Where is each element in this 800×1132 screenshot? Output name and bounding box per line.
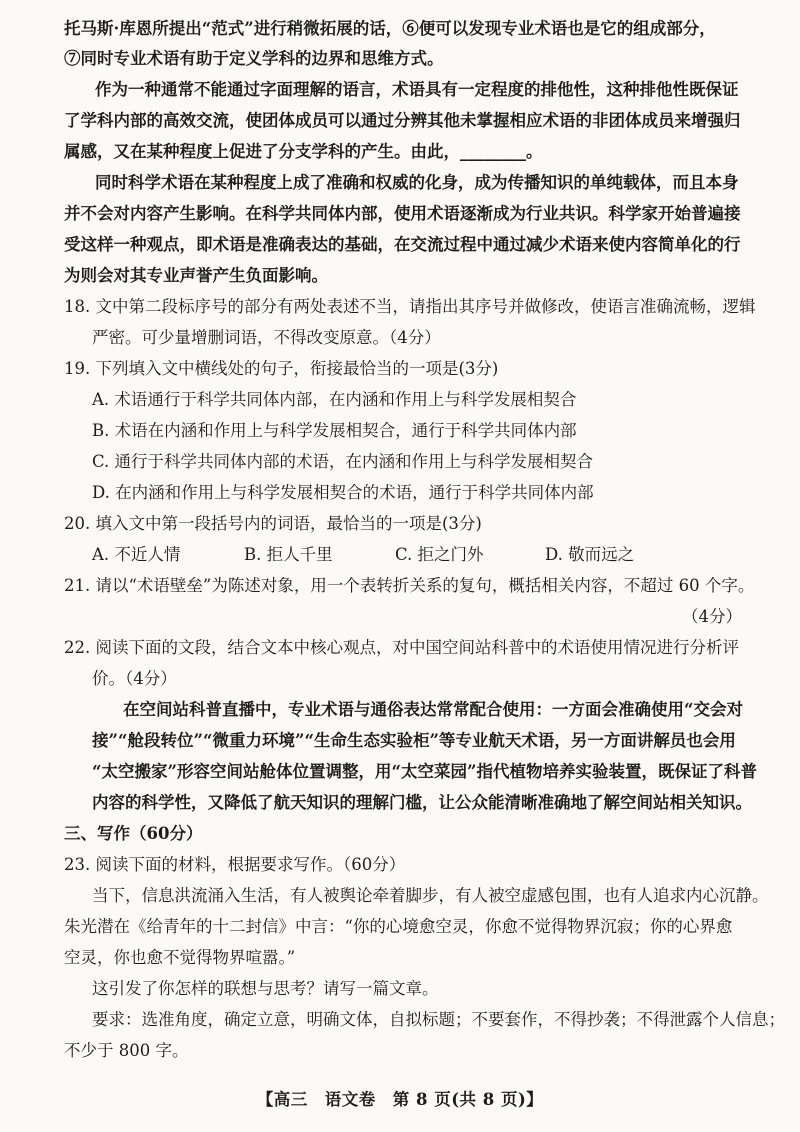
q23-stem: 23. 阅读下面的材料，根据要求写作。（60分）: [64, 855, 406, 874]
q22-material-line2: 接”“舱段转位”“微重力环境”“生命生态实验柜”等专业航天术语，另一方面讲解员也会用: [92, 731, 736, 750]
q23-material-line3: 空灵，你也愈不觉得物界喧嚣。”: [64, 948, 296, 967]
q22-material-line4: 内容的科学性，又降低了航天知识的理解门槛，让公众能清晰准确地了解空间站相关知识。: [92, 793, 752, 812]
q22-material-line1: 在空间站科普直播中，专业术语与通俗表达常常配合使用：一方面会准确使用“交会对: [123, 700, 743, 719]
q19-option-b: B. 术语在内涵和作用上与科学发展相契合，通行于科学共同体内部: [92, 421, 577, 440]
passage-p2-line1: 作为一种通常不能通过字面理解的语言，术语具有一定程度的排他性，这种排他性既保证: [95, 80, 739, 99]
q23-requirements-line1: 要求：选准角度，确定立意，明确文体，自拟标题；不要套作，不得抄袭；不得泄露个人信息；: [92, 1010, 785, 1029]
q22-stem-line1: 22. 阅读下面的文段，结合文本中核心观点，对中国空间站科普中的术语使用情况进行分析评: [64, 638, 739, 657]
q22-material-line3: “太空搬家”形容空间站舱体位置调整，用“太空菜园”指代植物培养实验装置，既保证了科普: [92, 762, 757, 781]
passage-p3-line3: 受这样一种观点，即术语是准确表达的基础，在交流过程中通过减少术语来使内容简单化的行: [64, 235, 741, 254]
q21-stem: 21. 请以“术语壁垒”为陈述对象，用一个表转折关系的复句，概括相关内容，不超过 60 个字。: [64, 576, 755, 595]
q19-option-d: D. 在内涵和作用上与科学发展相契合的术语，通行于科学共同体内部: [92, 483, 594, 502]
q20-option-a: A. 不近人情: [92, 545, 181, 564]
q23-material-line2: 朱光潜在《给青年的十二封信》中言：“你的心境愈空灵，你愈不觉得物界沉寂；你的心界愈: [64, 917, 733, 936]
q18-stem-line2: 严密。可少量增删词语，不得改变原意。（4分）: [92, 328, 441, 347]
q20-stem: 20. 填入文中第一段括号内的词语，最恰当的一项是(3分): [64, 514, 482, 533]
q22-stem-line2: 价。（4分）: [92, 669, 177, 688]
passage-p1-line2: ⑦同时专业术语有助于定义学科的边界和思维方式。: [64, 49, 444, 68]
passage-p3-line1: 同时科学术语在某种程度上成了准确和权威的化身，成为传播知识的单纯载体，而且本身: [95, 173, 739, 192]
q23-material-line1: 当下，信息洪流涌入生活，有人被舆论牵着脚步，有人被空虚感包围，也有人追求内心沉静。: [92, 886, 769, 905]
passage-p2-line3: 属感，又在某种程度上促进了分支学科的产生。由此，________。: [64, 142, 543, 161]
q23-requirements-line2: 不少于 800 字。: [64, 1041, 189, 1060]
passage-p3-line4: 为则会对其专业声誉产生负面影响。: [64, 266, 328, 285]
section-writing-heading: 三、写作（60分）: [64, 824, 203, 843]
q19-option-a: A. 术语通行于科学共同体内部，在内涵和作用上与科学发展相契合: [92, 390, 577, 409]
q20-option-b: B. 拒人千里: [244, 545, 333, 564]
q23-prompt: 这引发了你怎样的联想与思考？请写一篇文章。: [92, 979, 439, 998]
page-footer: 【高三 语文卷 第 8 页(共 8 页)】: [256, 1090, 544, 1109]
q18-stem-line1: 18. 文中第二段标序号的部分有两处表述不当，请指出其序号并做修改，使语言准确流畅，逻辑: [64, 297, 756, 316]
q20-option-c: C. 拒之门外: [395, 545, 484, 564]
q20-option-d: D. 敬而远之: [545, 545, 635, 564]
q19-option-c: C. 通行于科学共同体内部的术语，在内涵和作用上与科学发展相契合: [92, 452, 594, 471]
passage-p3-line2: 并不会对内容产生影响。在科学共同体内部，使用术语逐渐成为行业共识。科学家开始普遍接: [64, 204, 741, 223]
q21-score: （4分）: [682, 607, 742, 626]
q19-stem: 19. 下列填入文中横线处的句子，衔接最恰当的一项是(3分): [64, 359, 499, 378]
passage-p2-line2: 了学科内部的高效交流，使团体成员可以通过分辨其他未掌握相应术语的非团体成员来增强归: [64, 111, 741, 130]
passage-p1-line1: 托马斯·库恩所提出“范式”进行稍微拓展的话，⑥便可以发现专业术语也是它的组成部分，: [64, 19, 716, 38]
